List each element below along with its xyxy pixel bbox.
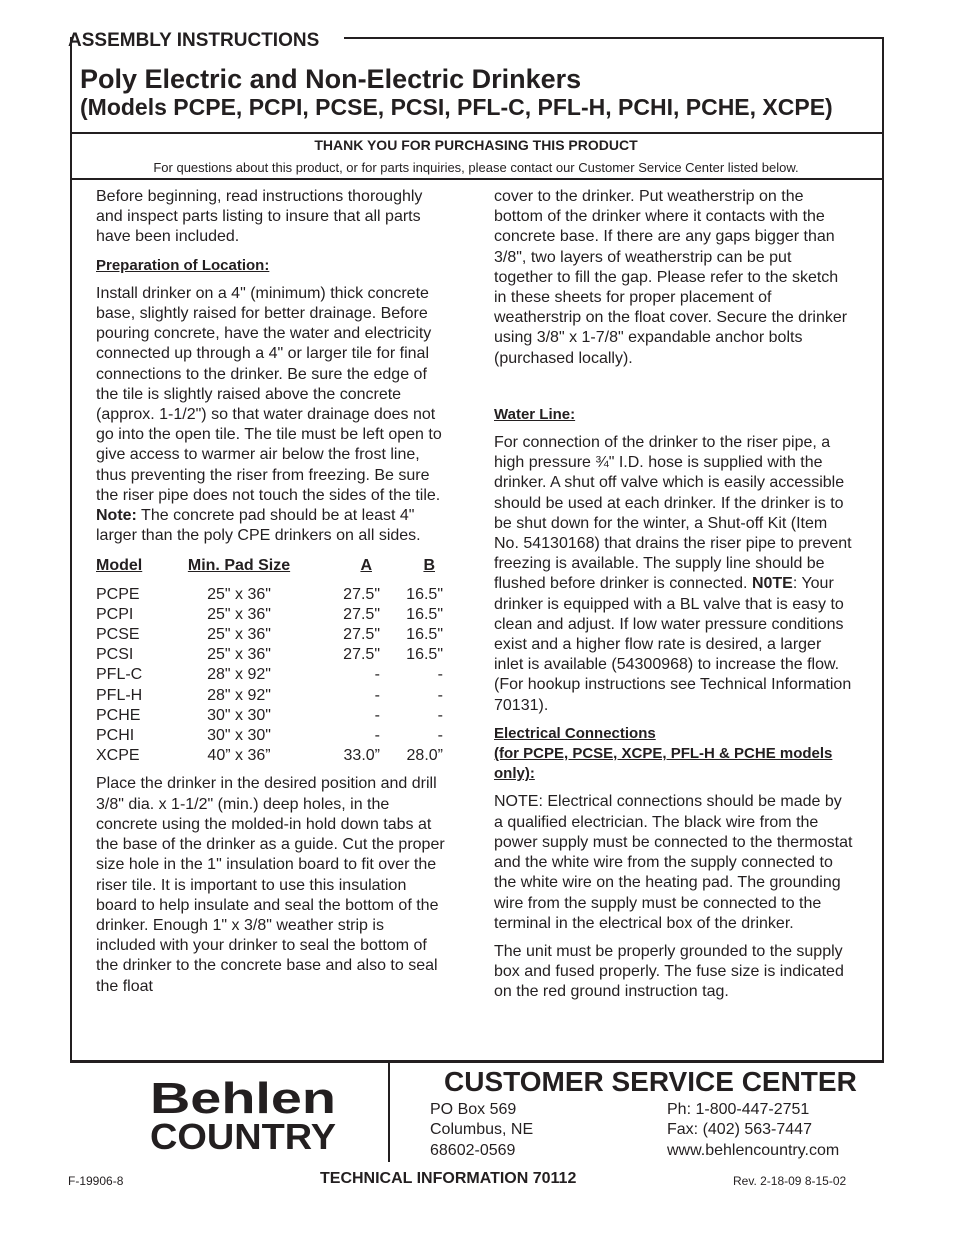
note-body: The concrete pad should be at least 4" larger than the poly CPE drinkers on all sides. (96, 507, 421, 545)
table-cell: PFL-C (96, 666, 143, 684)
document-label: ASSEMBLY INSTRUCTIONS (68, 30, 320, 51)
table-cell: 16.5" (406, 646, 443, 664)
table-cell: 27.5" (343, 605, 380, 623)
table-header-cell: A (360, 557, 372, 575)
table-row (96, 625, 443, 645)
table-cell: XCPE (96, 747, 140, 765)
table-cell: 30" x 30" (207, 706, 271, 724)
logo-line2: COUNTRY (150, 1116, 336, 1155)
thanks-banner: THANK YOU FOR PURCHASING THIS PRODUCT (314, 137, 638, 153)
table-cell: 16.5" (406, 626, 443, 644)
table-cell: - (374, 666, 380, 684)
table-cell: 25" x 36" (207, 605, 271, 623)
table-cell: 25" x 36" (207, 626, 271, 644)
logo-line1: Behlen (150, 1075, 336, 1123)
address-line: Columbus, NE (430, 1121, 534, 1139)
table-header-cell: Min. Pad Size (187, 557, 291, 575)
address-line: 68602-0569 (430, 1141, 516, 1159)
table-cell: 28" x 92" (207, 666, 271, 684)
table-row (96, 706, 443, 726)
table-cell: - (374, 727, 380, 745)
footer-divider (70, 1060, 882, 1062)
website-link[interactable]: www.behlencountry.com (667, 1141, 840, 1159)
table-cell: PFL-H (96, 686, 143, 704)
table-row (96, 686, 443, 706)
placement-paragraph: Place the drinker in the desired position and drill 3/8" dia. x 1-1/2" (min.) deep holes, in the concrete using the molded-in hold down tabs at the base of the drinker as a guide. Cut the proper size hole in the 1" insulation board to fit over the riser tile. It is important to use this insulation board to help insulate and seal the bottom of the drinker. Enough 1" x 3/8" weather strip is included with your drinker to seal the bottom of the drinker to the concrete base and also to seal the float (96, 775, 445, 995)
table-row (96, 605, 443, 625)
table-cell: 33.0” (343, 747, 380, 765)
table-cell: 28" x 92" (207, 686, 271, 704)
customer-service-title: CUSTOMER SERVICE CENTER (444, 1066, 857, 1097)
water-note-label: N0TE (751, 575, 793, 593)
footer-separator (388, 1062, 390, 1162)
title-divider (70, 132, 882, 134)
table-row (96, 665, 443, 685)
pad-size-table (96, 556, 443, 766)
phone-number: Ph: 1-800-447-2751 (667, 1101, 810, 1118)
right-column (494, 187, 854, 1003)
table-cell: 16.5" (406, 585, 443, 603)
prep-heading: Preparation of Location: (96, 256, 270, 274)
table-cell: 27.5" (343, 626, 380, 644)
water-line-paragraph (494, 433, 854, 716)
table-cell: - (437, 727, 443, 745)
table-cell: 25" x 36" (207, 646, 271, 664)
intro-paragraph: Before beginning, read instructions thoroughly and inspect parts listing to insure that all parts have been included. (96, 188, 423, 246)
prep-paragraph (96, 284, 446, 547)
table-cell: 25" x 36" (207, 585, 271, 603)
page-title: Poly Electric and Non-Electric Drinkers (80, 64, 582, 94)
table-cell: 40” x 36” (207, 747, 271, 765)
table-header-cell: B (423, 557, 435, 575)
page-subtitle: (Models PCPE, PCPI, PCSE, PCSI, PFL-C, PFL-H, PCHI, PCHE, XCPE) (80, 94, 833, 120)
table-cell: PCPE (96, 585, 140, 603)
electrical-paragraph: NOTE: Electrical connections should be made by a qualified electrician. The black wire from the power supply must be connected to the thermostat and the white wire from the supply connected to the white wire on the heating pad. The grounding wire from the supply must be connected to the terminal in the electrical box of the drinker. (494, 793, 853, 932)
water-note-body: : Your drinker is equipped with a BL valve that is easy to clean and adjust. If low water pressure conditions exist and a higher flow rate is desired, a larger inlet is available (54300968) to increase the flow. (For hookup instructions see Technical Information 70131). (494, 575, 852, 714)
table-cell: PCSE (96, 626, 140, 644)
table-row (96, 746, 443, 766)
electrical-heading-line2: (for PCPE, PCSE, XCPE, PFL-H & PCHE models only): (494, 745, 833, 783)
table-cell: PCPI (96, 605, 134, 623)
table-header-cell: Model (96, 557, 143, 575)
table-cell: - (437, 706, 443, 724)
table-cell: - (437, 686, 443, 704)
table-row (96, 726, 443, 746)
table-cell: 27.5" (343, 646, 380, 664)
table-cell: 30" x 30" (207, 727, 271, 745)
table-cell: 27.5" (343, 585, 380, 603)
grounding-paragraph: The unit must be properly grounded to the supply box and fused properly. The fuse size is indicated on the red ground instruction tag. (494, 942, 844, 1001)
contact-info (667, 1100, 839, 1161)
table-cell: 28.0” (406, 747, 443, 765)
note-label: Note: (96, 507, 137, 525)
table-row (96, 585, 443, 605)
questions-note: For questions about this product, or for parts inquiries, please contact our Customer Service Center listed below. (153, 160, 799, 175)
address-line: PO Box 569 (430, 1101, 517, 1118)
form-number: F-19906-8 (68, 1174, 124, 1188)
electrical-heading (494, 724, 854, 785)
table-cell: - (437, 666, 443, 684)
technical-info-number: TECHNICAL INFORMATION 70112 (320, 1170, 577, 1187)
table-row (96, 645, 443, 665)
table-cell: PCHI (96, 727, 135, 745)
water-line-heading: Water Line: (494, 405, 576, 423)
electrical-heading-line1: Electrical Connections (494, 724, 656, 742)
revision-dates: Rev. 2-18-09 8-15-02 (733, 1174, 847, 1188)
fax-number: Fax: (402) 563-7447 (667, 1121, 812, 1139)
behlen-country-logo (150, 1075, 340, 1155)
table-cell: PCSI (96, 646, 134, 664)
table-cell: - (374, 686, 380, 704)
water-body: For connection of the drinker to the riser pipe, a high pressure ¾" I.D. hose is supplied with the drinker. A shut off valve which is easily accessible should be used at each drinker. If the drinker is to be shut down for the winter, a Shut-off Kit (Item No. 54130168) that drains the riser pipe to prevent freezing is available. The supply line should be flushed before drinker is connected. (494, 434, 852, 593)
table-cell: PCHE (96, 706, 141, 724)
mailing-address (430, 1100, 533, 1161)
continuation-paragraph: cover to the drinker. Put weatherstrip on the bottom of the drinker where it contacts with the concrete base. If there are any gaps bigger than 3/8", two layers of weatherstrip can be put together to fill the gap. Please refer to the sketch in these sheets for proper placement of weatherstrip on the float cover. Secure the drinker using 3/8" x 1-7/8" expandable anchor bolts (purchased locally). (494, 188, 848, 367)
intro-divider (70, 178, 882, 180)
table-cell: 16.5" (406, 605, 443, 623)
prep-body: Install drinker on a 4" (minimum) thick concrete base, slightly raised for better drainage. Before pouring concrete, have the water and electricity connected up through a 4" or larger tile for final connections to the drinker. Be sure the edge of the tile is slightly raised above the concrete (approx. 1-1/2") so that water drainage does not go into the open tile. The tile must be left open to give access to warmer air below the frost line, thus preventing the riser from freezing. Be sure the riser pipe does not touch the sides of the tile. (96, 284, 442, 504)
left-column (96, 187, 446, 997)
table-cell: - (374, 706, 380, 724)
